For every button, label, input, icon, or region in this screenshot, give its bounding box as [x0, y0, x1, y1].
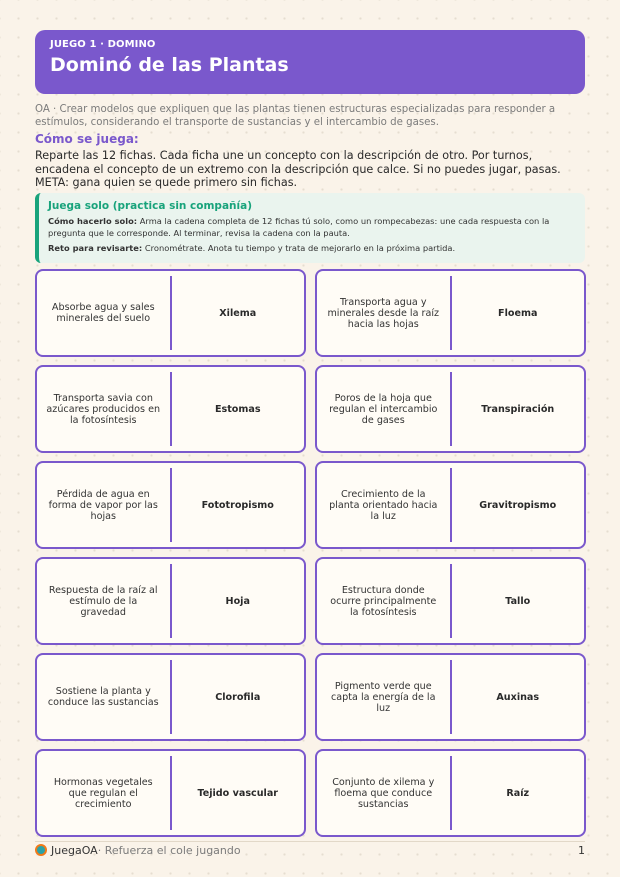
solo-challenge-label: Reto para revisarte: — [48, 243, 143, 253]
tile-term: Tejido vascular — [197, 787, 279, 799]
domino-tiles-grid — [35, 269, 586, 837]
title-banner — [35, 30, 585, 94]
domino-tile — [315, 557, 586, 645]
tile-definition: Conjunto de xilema y floema que conduce sustancias — [332, 776, 435, 810]
brand-name: JuegaOA — [51, 843, 98, 857]
tile-term: Tallo — [505, 595, 531, 607]
domino-tile — [35, 365, 306, 453]
domino-tile — [315, 461, 586, 549]
footer — [35, 843, 585, 857]
solo-play-box — [35, 193, 585, 263]
domino-tile — [315, 653, 586, 741]
domino-tile — [35, 653, 306, 741]
how-to-play-text: Reparte las 12 fichas. Cada ficha une un concepto con la descripción de otro. Por turnos, encadena el concepto de un extremo con la descripción que calce. Si no puedes jugar, pasas. META: gana quien se quede primero sin fichas. — [35, 149, 561, 189]
game-label: JUEGO 1 · DOMINO — [50, 39, 156, 50]
domino-tile — [35, 557, 306, 645]
solo-play-heading: Juega solo (practica sin compañía) — [48, 200, 252, 212]
tile-term: Raíz — [506, 787, 530, 799]
target-logo-icon — [35, 844, 47, 856]
domino-tile — [315, 365, 586, 453]
tile-definition: Estructura donde ocurre principalmente la fotosíntesis — [330, 584, 437, 618]
tile-term: Hoja — [225, 595, 250, 607]
how-to-play-heading: Cómo se juega: — [35, 132, 139, 146]
tile-definition: Transporta agua y minerales desde la raíz hacia las hojas — [327, 296, 440, 330]
tile-definition: Crecimiento de la planta orientado hacia la luz — [329, 488, 438, 522]
domino-tile — [35, 749, 306, 837]
brand-tagline: · Refuerza el cole jugando — [97, 843, 241, 857]
domino-tile — [35, 461, 306, 549]
tile-definition: Respuesta de la raíz al estímulo de la gravedad — [48, 584, 158, 618]
tile-definition: Transporta savia con azúcares producidos en la fotosíntesis — [46, 392, 161, 426]
domino-tile — [315, 269, 586, 357]
tile-definition: Poros de la hoja que regulan el intercambio de gases — [329, 392, 438, 426]
tile-definition: Sostiene la planta y conduce las sustancias — [47, 686, 159, 708]
footer-divider — [35, 841, 585, 842]
solo-how-label: Cómo hacerlo solo: — [48, 216, 138, 226]
solo-challenge — [48, 242, 575, 254]
tile-term: Fototropismo — [201, 499, 274, 511]
tile-definition: Hormonas vegetales que regulan el crecimiento — [53, 776, 153, 810]
domino-tile — [35, 269, 306, 357]
solo-instructions — [48, 215, 575, 239]
tile-definition: Pigmento verde que capta la energía de la luz — [331, 680, 436, 714]
tile-term: Xilema — [219, 307, 257, 319]
page-title: Dominó de las Plantas — [50, 54, 289, 76]
tile-term: Gravitropismo — [479, 499, 557, 511]
page-number: 1 — [578, 843, 585, 857]
tile-term: Auxinas — [496, 691, 540, 703]
tile-definition: Absorbe agua y sales minerales del suelo — [51, 302, 155, 324]
solo-challenge-text: Cronométrate. Anota tu tiempo y trata de mejorarlo en la próxima partida. — [142, 243, 456, 253]
solo-how-text: Arma la cadena completa de 12 fichas tú solo, como un rompecabezas: une cada respuesta con la pregunta que le corresponde. Al terminar, revisa la cadena con la pauta. — [48, 216, 550, 238]
domino-tile — [315, 749, 586, 837]
learning-objective: OA · Crear modelos que expliquen que las plantas tienen estructuras especializadas para responder a estímulos, considerando el transporte de sustancias y el intercambio de gases. — [35, 104, 556, 128]
tile-term: Clorofila — [215, 691, 261, 703]
tile-term: Floema — [498, 307, 538, 319]
tile-term: Transpiración — [481, 403, 555, 415]
tile-term: Estomas — [214, 403, 261, 415]
tile-definition: Pérdida de agua en forma de vapor por las hojas — [48, 488, 158, 522]
